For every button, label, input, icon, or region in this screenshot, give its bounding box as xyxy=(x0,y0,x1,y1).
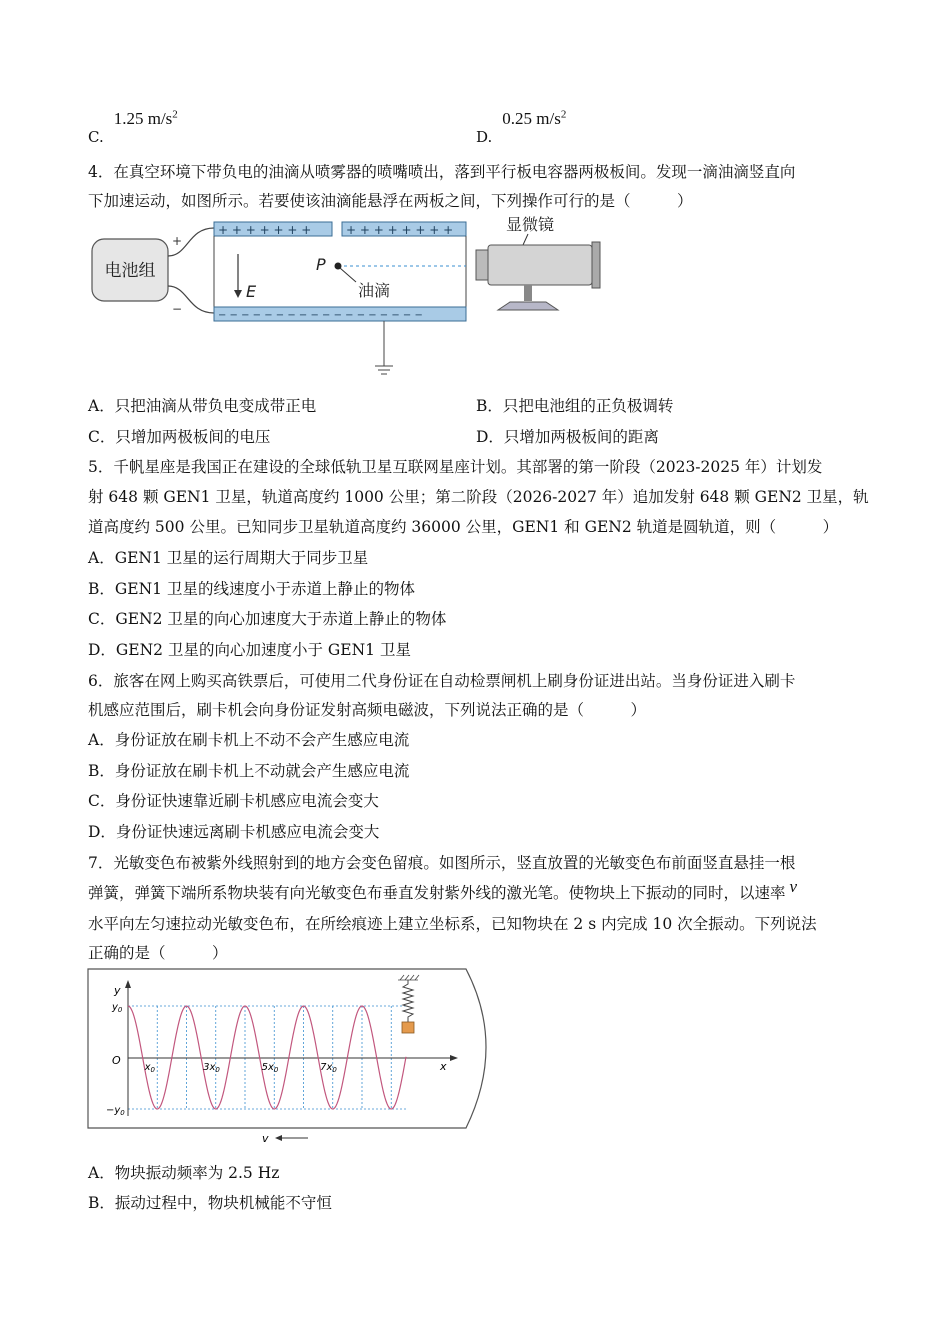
q3-option-c-letter: C. xyxy=(88,127,104,146)
x-tick-label: $7x_0$ xyxy=(320,1062,337,1074)
top-plate-right-charges: + + + + + + + + xyxy=(346,223,454,237)
microscope-tube xyxy=(488,245,592,285)
battery-minus-sign: − xyxy=(172,302,183,316)
bottom-plate-charges: − − − − − − − − − − − − − − − − − − xyxy=(218,310,423,321)
q7-stem-line-2 xyxy=(88,877,798,903)
origin-label: O xyxy=(112,1054,121,1067)
q5-option-b: B．GEN1 卫星的线速度小于赤道上静止的物体 xyxy=(88,580,415,598)
y0-label-sub: 0 xyxy=(117,1006,123,1014)
y-axis-label: y xyxy=(114,984,121,997)
microscope-eyepiece xyxy=(476,250,488,280)
q3-option-d-letter: D. xyxy=(476,127,493,146)
battery-plus-sign: + xyxy=(172,234,183,248)
q4-capacitor-figure xyxy=(88,212,608,384)
velocity-arrow-head xyxy=(275,1135,282,1141)
microscope-base xyxy=(498,302,558,310)
q4-option-c: C．只增加两极板间的电压 xyxy=(88,428,271,446)
cloth-outline xyxy=(88,969,486,1128)
q5-option-c: C．GEN2 卫星的向心加速度大于赤道上静止的物体 xyxy=(88,610,447,628)
q7-option-b: B．振动过程中，物块机械能不守恒 xyxy=(88,1194,332,1212)
neg-y0-label-var: −y xyxy=(106,1105,121,1116)
battery-label: 电池组 xyxy=(104,261,156,281)
q3-option-d-value-text: 0.25 m/s xyxy=(502,108,561,128)
x-tick-label: $x_0$ xyxy=(144,1062,155,1074)
q7-stem-line-2-text: 弹簧，弹簧下端所系物块装有向光敏变色布垂直发射紫外线的激光笔。使物块上下振动的同时，以速率 xyxy=(88,884,786,902)
x-tick-label: $5x_0$ xyxy=(261,1062,279,1074)
q5-stem-line-3: 道高度约 500 公里。已知同步卫星轨道高度约 36000 公里，GEN1 和 GEN2 轨道是圆轨道，则（ ） xyxy=(88,518,839,536)
q7-stem-line-1: 7．光敏变色布被紫外线照射到的地方会变色留痕。如图所示，竖直放置的光敏变色布前面竖直悬挂一根 xyxy=(88,854,796,872)
microscope-post xyxy=(524,285,532,301)
q7-oscillation-figure xyxy=(86,966,506,1150)
y0-label-var: y xyxy=(112,1002,118,1013)
ground-symbol xyxy=(375,366,393,374)
q3-option-c xyxy=(88,108,178,146)
q3-option-c-value-text: 1.25 m/s xyxy=(113,108,173,128)
microscope-label: 显微镜 xyxy=(506,215,555,234)
q7-velocity-var: v xyxy=(789,877,798,896)
x-tick-label: $3x_0$ xyxy=(203,1062,220,1074)
drop-leader xyxy=(340,268,356,282)
q6-option-a: A．身份证放在刷卡机上不动不会产生感应电流 xyxy=(88,731,410,749)
microscope-lens xyxy=(592,242,600,288)
q7-stem-line-4: 正确的是（ ） xyxy=(88,944,228,962)
q4-option-a: A．只把油滴从带负电变成带正电 xyxy=(88,397,317,415)
top-plate-left-charges: + + + + + + + xyxy=(218,223,312,237)
q7-option-a: A．物块振动频率为 2.5 Hz xyxy=(88,1164,280,1182)
q3-option-d-exponent: 2 xyxy=(560,108,567,120)
q3-option-c-exponent: 2 xyxy=(172,108,178,120)
field-label: E xyxy=(246,282,257,301)
x-axis-label: x xyxy=(440,1060,447,1073)
q6-stem-line-1: 6．旅客在网上购买高铁票后，可使用二代身份证在自动检票闸机上刷身份证进出站。当身份证进入刷卡 xyxy=(88,672,796,690)
neg-y0-label-sub: 0 xyxy=(120,1109,125,1117)
q5-option-a: A．GEN1 卫星的运行周期大于同步卫星 xyxy=(88,549,369,567)
spring-block xyxy=(402,1022,414,1033)
q3-option-c-value xyxy=(114,109,178,128)
velocity-label: v xyxy=(262,1132,269,1145)
q5-stem-line-1: 5．千帆星座是我国正在建设的全球低轨卫星互联网星座计划。其部署的第一阶段（2023-2025 年）计划发 xyxy=(88,458,823,476)
q7-stem-line-3: 水平向左匀速拉动光敏变色布，在所绘痕迹上建立坐标系，已知物块在 2 s 内完成 10 次全振动。下列说法 xyxy=(88,915,817,933)
q6-option-c: C．身份证快速靠近刷卡机感应电流会变大 xyxy=(88,792,379,810)
q3-option-d xyxy=(476,108,567,146)
q4-option-b: B．只把电池组的正负极调转 xyxy=(476,397,674,415)
q6-stem-line-2: 机感应范围后，刷卡机会向身份证发射高频电磁波，下列说法正确的是（ ） xyxy=(88,701,647,719)
q4-stem-line-1: 4．在真空环境下带负电的油滴从喷雾器的喷嘴喷出，落到平行板电容器两极板间。发现一滴油滴竖直向 xyxy=(88,163,796,181)
q3-option-d-value xyxy=(502,109,566,128)
oil-drop-label: 油滴 xyxy=(358,281,391,300)
q6-option-d: D．身份证快速远离刷卡机感应电流会变大 xyxy=(88,823,380,841)
point-p-label: P xyxy=(316,255,326,274)
q4-option-d: D．只增加两极板间的距离 xyxy=(476,428,659,446)
q4-stem-line-2: 下加速运动，如图所示。若要使该油滴能悬浮在两板之间，下列操作可行的是（ ） xyxy=(88,192,693,210)
field-arrow-head xyxy=(234,290,242,298)
q6-option-b: B．身份证放在刷卡机上不动就会产生感应电流 xyxy=(88,762,410,780)
q5-option-d: D．GEN2 卫星的向心加速度小于 GEN1 卫星 xyxy=(88,641,411,659)
q5-stem-line-2: 射 648 颗 GEN1 卫星，轨道高度约 1000 公里；第二阶段（2026-2027 年）追加发射 648 颗 GEN2 卫星，轨 xyxy=(88,488,869,506)
